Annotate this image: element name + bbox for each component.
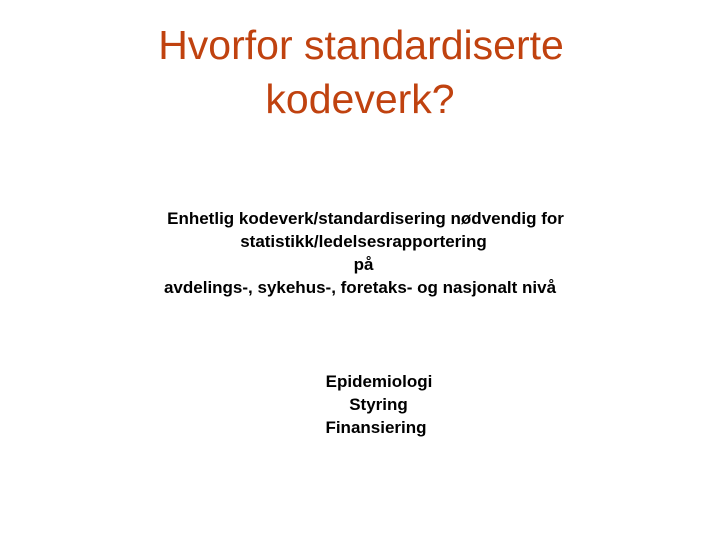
purpose-item-financing: Finansiering: [325, 418, 427, 437]
purpose-list: [0, 370, 720, 439]
body-line-4: avdelings-, sykehus-, foretaks- og nasjonalt nivå: [163, 278, 557, 297]
body-line-1: Enhetlig kodeverk/standardisering nødvendig for: [167, 209, 564, 228]
slide-title-line-1: Hvorfor standardiserte: [158, 22, 564, 68]
purpose-item-epidemiology: Epidemiologi: [325, 372, 433, 391]
slide-title: [0, 18, 720, 126]
slide-title-line-2: kodeverk?: [265, 76, 455, 122]
body-line-3: på: [353, 255, 374, 274]
body-line-2: statistikk/ledelsesrapportering: [240, 232, 487, 251]
purpose-item-governance: Styring: [349, 395, 408, 414]
slide-body-text: [0, 207, 720, 299]
